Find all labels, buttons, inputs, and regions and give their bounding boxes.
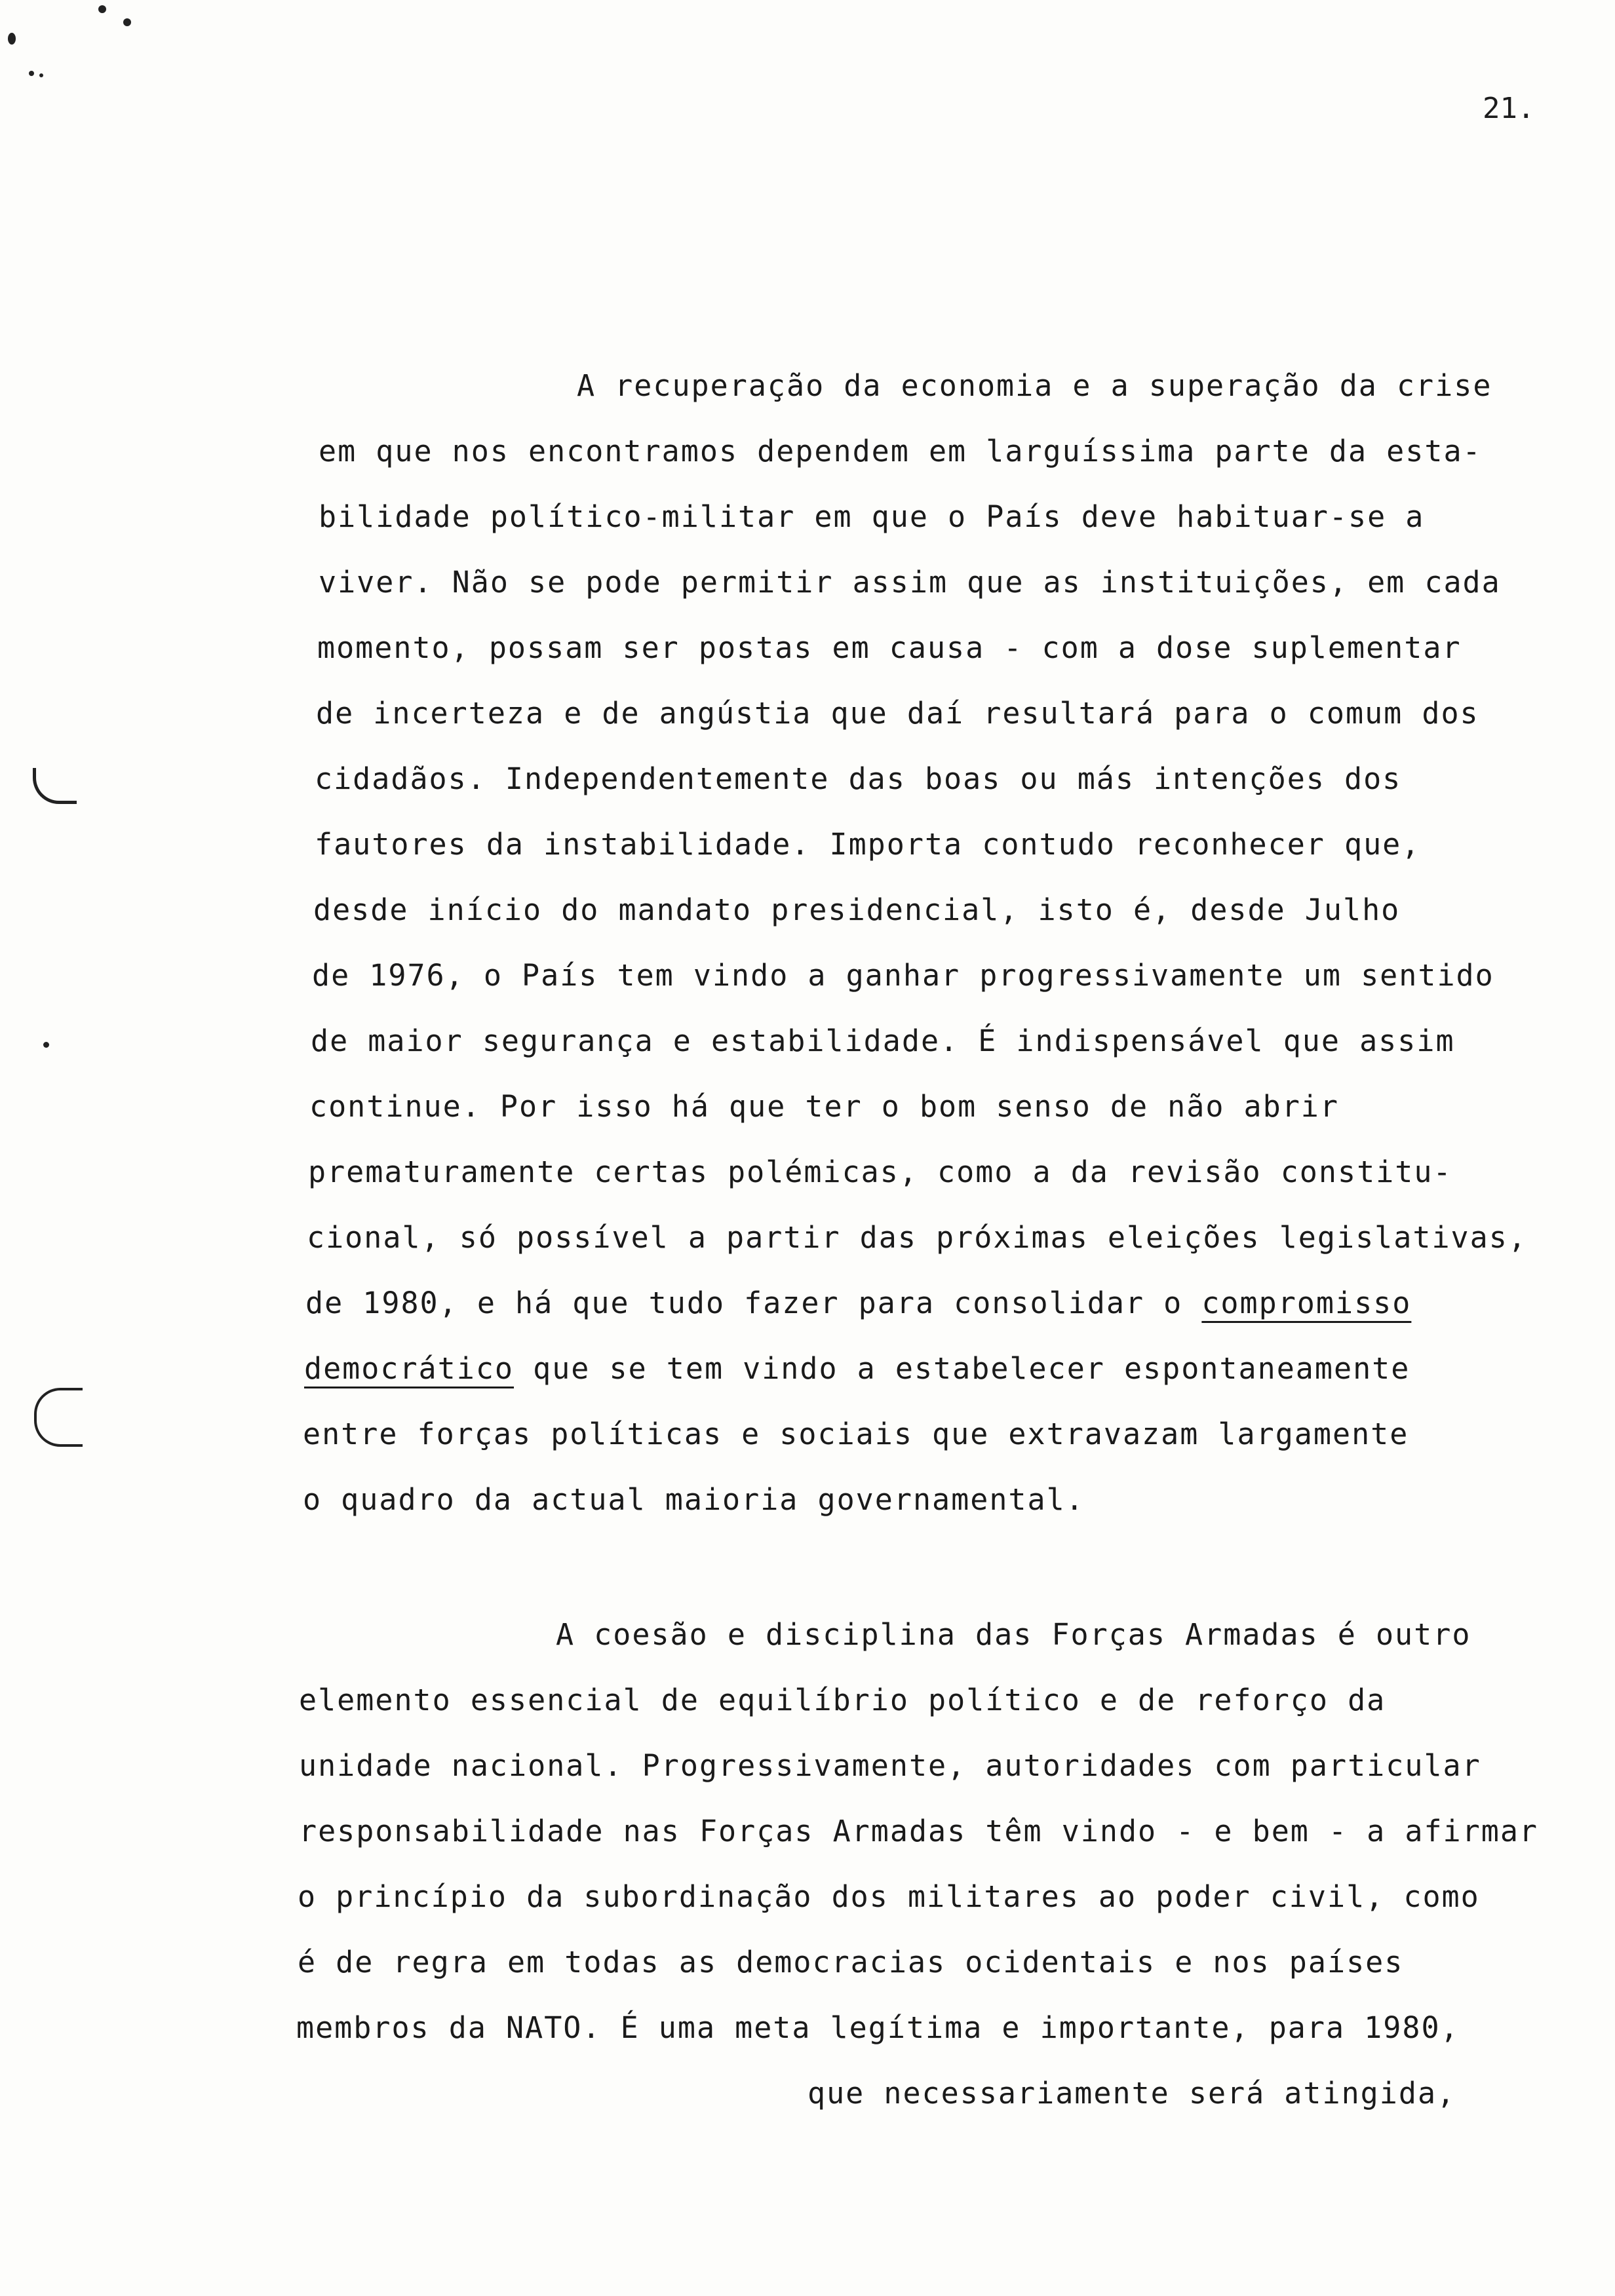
paragraph-line: o quadro da actual maioria governamental. — [303, 1482, 1085, 1517]
scan-dot — [43, 1042, 49, 1048]
paragraph-line: cidadãos. Independentemente das boas ou más intenções dos — [315, 761, 1402, 796]
scan-dot — [39, 73, 43, 77]
paragraph-line: de 1976, o País tem vindo a ganhar progressivamente um sentido — [312, 958, 1494, 993]
line-text: de 1980, e há que tudo fazer para consolidar o — [305, 1286, 1202, 1320]
scan-dot — [123, 18, 131, 26]
paragraph-line: viver. Não se pode permitir assim que as instituições, em cada — [319, 565, 1501, 600]
paragraph-line: momento, possam ser postas em causa - com a dose suplementar — [317, 630, 1462, 665]
paragraph-line — [305, 1288, 1411, 1318]
paragraph-line: em que nos encontramos dependem em larguíssima parte da esta- — [319, 434, 1482, 469]
paragraph-line: A recuperação da economia e a superação da crise — [577, 368, 1492, 403]
paragraph-line: A coesão e disciplina das Forças Armadas é outro — [556, 1617, 1471, 1652]
paragraph-line: fautores da instabilidade. Importa contudo reconhecer que, — [315, 827, 1421, 862]
underlined-text: democrático — [304, 1351, 515, 1386]
scan-dot — [29, 71, 34, 76]
paragraph-line: o princípio da subordinação dos militares ao poder civil, como — [298, 1879, 1480, 1914]
scan-dot — [8, 33, 16, 45]
paragraph-line: entre forças políticas e sociais que extravazam largamente — [303, 1417, 1409, 1451]
margin-bracket-mark — [34, 1388, 83, 1447]
paragraph-line: que necessariamente será atingida, — [808, 2076, 1456, 2111]
paragraph-line: desde início do mandato presidencial, isto é, desde Julho — [313, 892, 1401, 927]
page-number: 21. — [1483, 92, 1535, 125]
paragraph-line: responsabilidade nas Forças Armadas têm vindo - e bem - a afirmar — [299, 1814, 1538, 1848]
paragraph-line: de maior segurança e estabilidade. É indispensável que assim — [311, 1024, 1455, 1058]
paragraph-line: bilidade político-militar em que o País deve habituar-se a — [319, 499, 1425, 534]
paragraph-line: membros da NATO. É uma meta legítima e importante, para 1980, — [296, 2010, 1460, 2045]
paragraph-line: unidade nacional. Progressivamente, autoridades com particular — [299, 1748, 1481, 1783]
paragraph-line: cional, só possível a partir das próximas eleições legislativas, — [307, 1220, 1527, 1255]
paragraph-line: de incerteza e de angústia que daí resultará para o comum dos — [316, 696, 1479, 731]
paragraph-line: continue. Por isso há que ter o bom senso de não abrir — [309, 1089, 1339, 1124]
paragraph-line: elemento essencial de equilíbrio político e de reforço da — [299, 1683, 1386, 1717]
paragraph-line: é de regra em todas as democracias ocidentais e nos países — [298, 1945, 1404, 1980]
margin-bracket-mark — [33, 768, 77, 804]
line-text: que se tem vindo a estabelecer espontaneamente — [514, 1351, 1411, 1386]
paragraph-line: prematuramente certas polémicas, como a da revisão constitu- — [308, 1155, 1452, 1189]
paragraph-line — [304, 1351, 1411, 1386]
scan-dot — [98, 5, 106, 13]
underlined-text: compromisso — [1201, 1286, 1412, 1320]
